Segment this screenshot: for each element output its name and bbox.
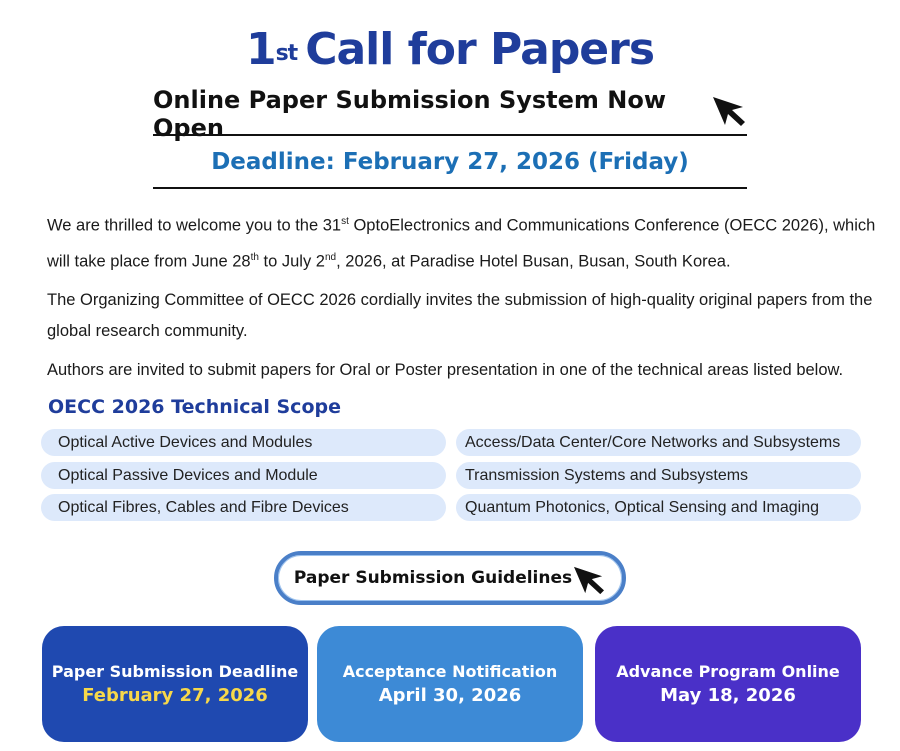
page-title [0,22,900,78]
technical-scope-title: OECC 2026 Technical Scope [48,396,341,418]
scope-item: Quantum Photonics, Optical Sensing and Imaging [456,494,861,521]
scope-item: Access/Data Center/Core Networks and Subsystems [456,429,861,456]
date-card-value: May 18, 2026 [660,685,796,706]
intro-paragraph-3: Authors are invited to submit papers for Oral or Poster presentation in one of the technical areas listed below. [47,361,844,379]
intro-paragraph-1: We are thrilled to welcome you to the 31st OptoElectronics and Communications Conference (OECC 2026), which will take place from June 28th to July 2nd, 2026, at Paradise Hotel Busan, Busan, South Korea. [47,216,876,270]
date-card-value: February 27, 2026 [82,685,268,706]
title-text: Call for Papers [305,24,655,75]
scope-item: Optical Passive Devices and Module [41,462,446,489]
submission-open-banner[interactable] [153,86,747,142]
submission-guidelines-button[interactable] [274,551,626,605]
scope-item: Optical Active Devices and Modules [41,429,446,456]
subtitle-text: Online Paper Submission System Now Open [153,86,667,142]
title-number: 1 [245,24,276,75]
date-card-acceptance [317,626,583,742]
cursor-pointer-icon [711,95,747,133]
deadline-heading: Deadline: February 27, 2026 (Friday) [153,137,747,189]
intro-text [47,206,877,394]
date-card-submission [42,626,308,742]
date-card-label: Acceptance Notification [342,662,558,681]
date-card-label: Advance Program Online [616,662,840,681]
date-card-label: Paper Submission Deadline [51,662,299,681]
title-suffix: st [275,41,298,66]
date-card-value: April 30, 2026 [378,685,522,706]
scope-item: Transmission Systems and Subsystems [456,462,861,489]
scope-item: Optical Fibres, Cables and Fibre Devices [41,494,446,521]
cursor-pointer-icon [572,565,606,600]
date-card-program [595,626,861,742]
guidelines-label: Paper Submission Guidelines [293,568,573,588]
intro-paragraph-2: The Organizing Committee of OECC 2026 cordially invites the submission of high-quality original papers from the global research community. [47,291,873,340]
